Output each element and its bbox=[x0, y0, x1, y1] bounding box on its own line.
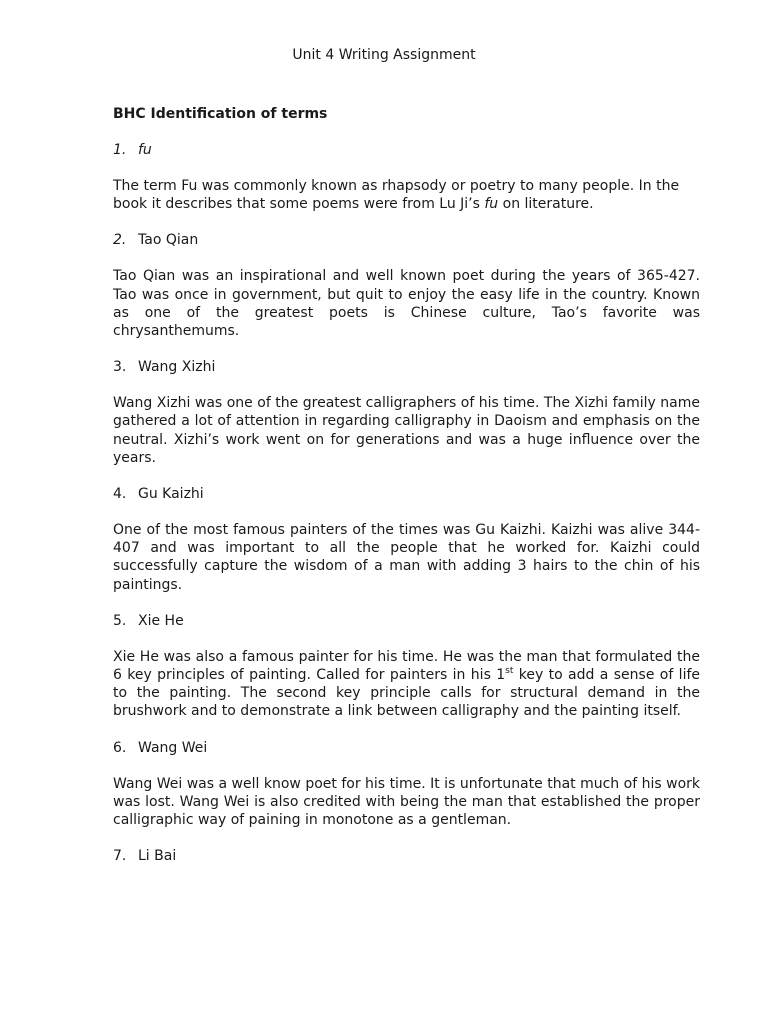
term-number: 3. bbox=[113, 359, 127, 376]
ordinal-superscript: st bbox=[505, 666, 514, 677]
term-number: 5. bbox=[113, 612, 127, 629]
paragraph-text: The term Fu was commonly known as rhapsody or poetry to many people. In the book it describes that some poems were from Lu Ji’s bbox=[113, 178, 680, 213]
term-name: Tao Qian bbox=[138, 232, 199, 249]
term-heading-fu bbox=[113, 141, 700, 159]
term-name: Xie He bbox=[138, 612, 184, 629]
term-heading-gu-kaizhi bbox=[113, 485, 700, 503]
term-number: 1. bbox=[113, 142, 127, 158]
term-number: 6. bbox=[113, 739, 127, 756]
term-paragraph-wang-xizhi: Wang Xizhi was one of the greatest calligraphers of his time. The Xizhi family name gathered a lot of attention in regarding calligraphy in Daoism and emphasis on the neutral. Xizhi’s work went on for generations and was a huge influence over the years. bbox=[113, 395, 700, 466]
term-name: Wang Xizhi bbox=[138, 359, 216, 376]
term-number: 7. bbox=[113, 848, 127, 865]
section-heading: BHC Identification of terms bbox=[113, 106, 328, 122]
document-body bbox=[113, 105, 700, 883]
paragraph-text: Xie He was also a famous painter for his time. He was the man that formulated the 6 key principles of painting. Called for painters in his 1 bbox=[113, 648, 700, 684]
term-paragraph-wang-wei: Wang Wei was a well know poet for his time. It is unfortunate that much of his work was lost. Wang Wei is also credited with being the man that established the proper calligraphic way of paining in monotone as a gentleman. bbox=[113, 775, 700, 829]
paragraph-italic-text: fu bbox=[484, 196, 499, 213]
term-heading-li-bai bbox=[113, 847, 700, 865]
term-heading-xie-he bbox=[113, 612, 700, 630]
term-heading-wang-xizhi bbox=[113, 358, 700, 376]
document-title: Unit 4 Writing Assignment bbox=[292, 47, 476, 63]
term-paragraph-xie-he bbox=[113, 648, 700, 721]
term-number: 2. bbox=[113, 232, 127, 249]
term-paragraph-tao-qian: Tao Qian was an inspirational and well known poet during the years of 365-427. Tao was once in government, but quit to enjoy the easy life in the country. Known as one of the greatest poets is Chinese culture, Tao’s favorite was chrysanthemums. bbox=[113, 268, 700, 340]
term-name: Li Bai bbox=[138, 848, 177, 865]
term-number: 4. bbox=[113, 486, 127, 503]
term-paragraph-fu bbox=[113, 177, 700, 213]
term-heading-wang-wei bbox=[113, 739, 700, 757]
term-heading-tao-qian bbox=[113, 231, 700, 249]
term-name: Gu Kaizhi bbox=[138, 486, 204, 503]
term-paragraph-gu-kaizhi: One of the most famous painters of the times was Gu Kaizhi. Kaizhi was alive 344-407 and was important to all the people that he worked for. Kaizhi could successfully capture the wisdom of a man with adding 3 hairs to the chin of his paintings. bbox=[113, 522, 700, 593]
paragraph-text: on literature. bbox=[498, 196, 594, 213]
term-name: fu bbox=[138, 142, 152, 158]
paragraph-text: key to add a sense of life to the painting. The second key principle calls for structural demand in the brushwork and to demonstrate a link between calligraphy and the painting itself. bbox=[113, 667, 700, 720]
term-name: Wang Wei bbox=[138, 739, 208, 756]
